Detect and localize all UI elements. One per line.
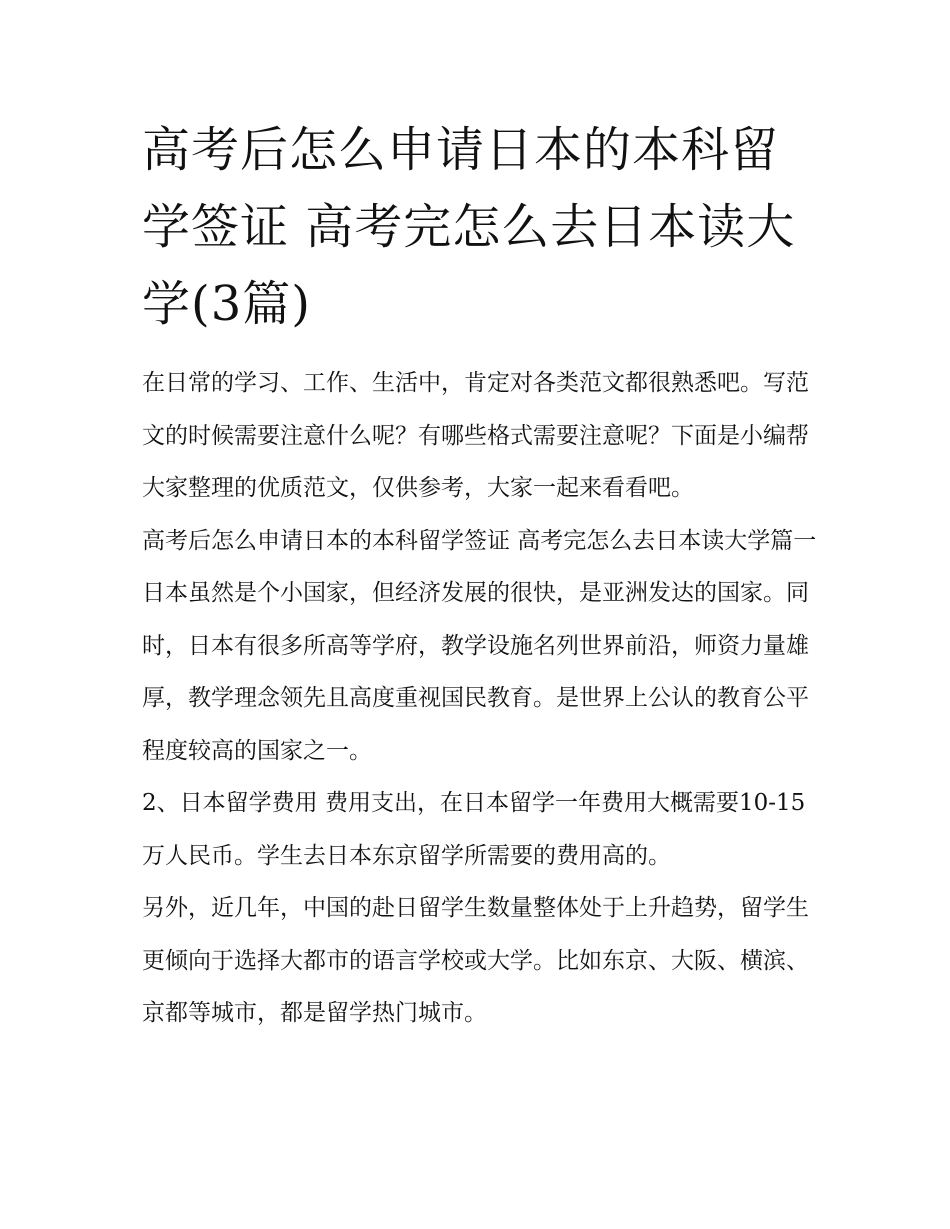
intro-paragraph: 在日常的学习、工作、生活中，肯定对各类范文都很熟悉吧。写范文的时候需要注意什么呢？有哪些格式需要注意呢？下面是小编帮大家整理的优质范文，仅供参考，大家一起来看看吧。 xyxy=(142,370,809,501)
body-paragraph: 日本虽然是个小国家，但经济发展的很快，是亚洲发达的国家。同时，日本有很多所高等学府，教学设施名列世界前沿，师资力量雄厚，教学理念领先且高度重视国民教育。是世界上公认的教育公平程度较高的国家之一。 xyxy=(142,580,809,764)
document-title: 高考后怎么申请日本的本科留学签证 高考完怎么去日本读大学(3篇) xyxy=(142,122,796,332)
body-paragraph: 另外，近几年，中国的赴日留学生数量整体处于上升趋势，留学生更倾向于选择大都市的语言学校或大学。比如东京、大阪、横滨、京都等城市，都是留学热门城市。 xyxy=(142,895,809,1026)
document-body xyxy=(142,357,822,1040)
body-paragraph: 2、日本留学费用 费用支出，在日本留学一年费用大概需要10-15万人民币。学生去日本东京留学所需要的费用高的。 xyxy=(142,790,806,869)
section-heading: 高考后怎么申请日本的本科留学签证 高考完怎么去日本读大学篇一 xyxy=(142,527,817,554)
document-page xyxy=(142,112,822,1040)
